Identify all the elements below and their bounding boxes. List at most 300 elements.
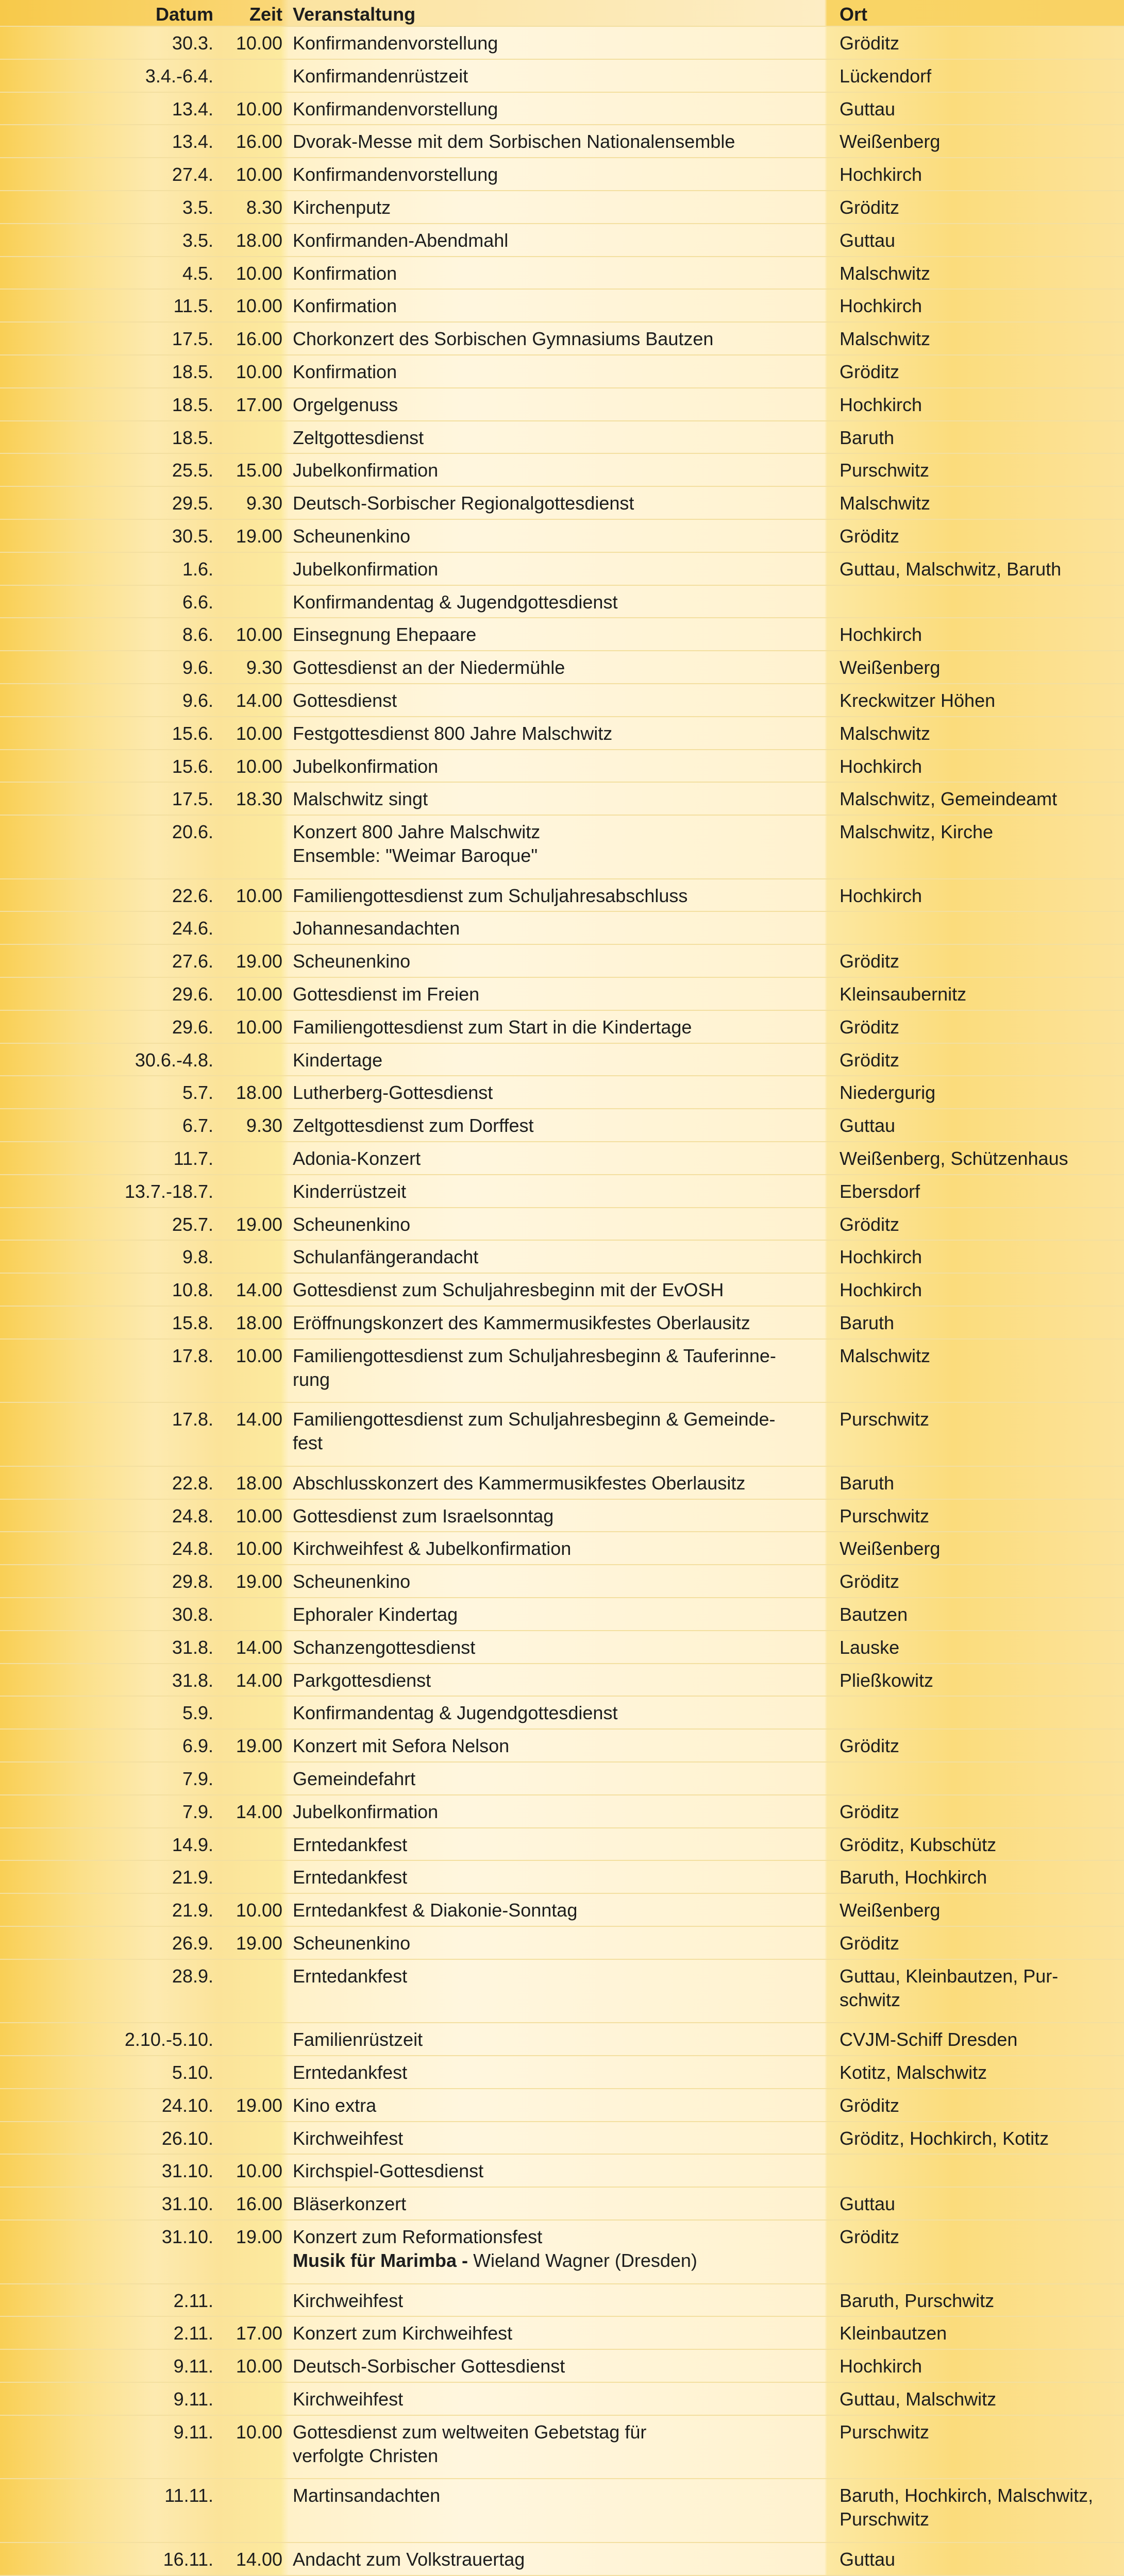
row-place — [826, 1307, 1124, 1338]
row-date-text: 27.6. — [172, 951, 213, 972]
row-date — [0, 978, 221, 1010]
row-place — [826, 2284, 1124, 2316]
row-date-text: 5.9. — [182, 1702, 213, 1724]
row-date — [0, 421, 221, 453]
row-place-text: Gröditz, Hochkirch, Kotitz — [840, 2127, 1049, 2149]
table-row — [0, 1664, 1124, 1697]
row-event-text: Familiengottesdienst zum Schuljahresbeginn & Tauferinne- — [293, 1345, 776, 1366]
row-time-text: 10.00 — [236, 98, 282, 120]
row-place — [826, 1403, 1124, 1466]
row-event-text: Scheunenkino — [293, 1571, 411, 1592]
row-time — [221, 1175, 282, 1207]
row-time — [221, 2284, 282, 2316]
table-row — [0, 945, 1124, 978]
table-row — [0, 750, 1124, 783]
row-place-text: Hochkirch — [840, 755, 922, 777]
row-place-text: Malschwitz — [840, 722, 931, 744]
row-date-text: 11.7. — [173, 1148, 213, 1169]
row-time-text: 19.00 — [236, 2094, 282, 2116]
row-time — [221, 158, 282, 190]
row-time — [221, 2155, 282, 2187]
row-time-text: 10.00 — [236, 624, 282, 646]
row-date — [0, 1500, 221, 1532]
row-date — [0, 1467, 221, 1499]
table-row — [0, 191, 1124, 224]
row-event-text: Einsegnung Ehepaare — [293, 624, 477, 646]
header-event: Veranstaltung — [293, 4, 416, 25]
row-time-text: 10.00 — [236, 722, 282, 744]
row-event — [282, 2416, 826, 2479]
row-time — [221, 290, 282, 321]
row-date — [0, 2221, 221, 2283]
row-event-text-2: Wieland Wagner (Dresden) — [473, 2250, 697, 2272]
row-time — [221, 1631, 282, 1663]
row-date — [0, 1532, 221, 1564]
row-event — [282, 2023, 826, 2055]
row-event — [282, 1927, 826, 1959]
row-place-text: Lauske — [840, 1636, 900, 1658]
row-event — [282, 750, 826, 782]
row-place-text: Malschwitz, Gemeindeamt — [840, 788, 1058, 810]
row-time — [221, 750, 282, 782]
row-event — [282, 454, 826, 486]
row-date-text: 30.6.-4.8. — [135, 1049, 213, 1071]
row-date-text: 1.6. — [182, 558, 213, 580]
row-event-text: Scheunenkino — [293, 525, 411, 547]
table-row — [0, 1565, 1124, 1598]
row-time — [221, 257, 282, 289]
table-row — [0, 224, 1124, 257]
row-event — [282, 1403, 826, 1466]
row-time — [221, 1927, 282, 1959]
row-time — [221, 2221, 282, 2283]
row-place — [826, 27, 1124, 59]
row-event-text: Erntedankfest — [293, 1834, 408, 1855]
row-date-text: 24.10. — [161, 2094, 213, 2116]
row-date-text: 17.5. — [172, 788, 213, 810]
table-row — [0, 1044, 1124, 1077]
row-time-text: 18.00 — [236, 1472, 282, 1494]
row-date-text: 9.11. — [173, 2388, 213, 2410]
row-event-text: Parkgottesdienst — [293, 1669, 431, 1691]
row-place-line2 — [840, 1988, 1124, 2012]
row-date-text: 14.9. — [172, 1834, 213, 1855]
table-row — [0, 651, 1124, 684]
row-event — [282, 421, 826, 453]
row-event-text: Gottesdienst — [293, 689, 397, 711]
row-time-text: 17.00 — [236, 394, 282, 415]
row-event-text: Erntedankfest — [293, 1867, 408, 1888]
table-header — [0, 0, 1124, 27]
row-place-text: Gröditz — [840, 1049, 900, 1071]
row-event — [282, 1664, 826, 1696]
header-place: Ort — [840, 4, 867, 25]
row-event — [282, 1307, 826, 1338]
row-event — [282, 816, 826, 878]
row-time — [221, 2188, 282, 2219]
row-time — [221, 1403, 282, 1466]
row-place-text: Gröditz — [840, 196, 900, 218]
row-date — [0, 1307, 221, 1338]
table-row — [0, 1861, 1124, 1894]
table-row — [0, 1927, 1124, 1960]
row-event — [282, 1828, 826, 1860]
table-row — [0, 1340, 1124, 1403]
row-place-text: Gröditz — [840, 1213, 900, 1235]
row-date — [0, 191, 221, 223]
row-place-text: Gröditz, Kubschütz — [840, 1834, 997, 1855]
row-time — [221, 125, 282, 157]
row-date-text: 13.7.-18.7. — [124, 1180, 213, 1202]
row-date-text: 6.6. — [182, 591, 213, 613]
row-date-text: 2.11. — [173, 2290, 213, 2311]
row-event-text: Kirchweihfest — [293, 2290, 404, 2311]
row-event-text: Deutsch-Sorbischer Gottesdienst — [293, 2355, 565, 2377]
table-row — [0, 2284, 1124, 2317]
row-event — [282, 1011, 826, 1043]
table-row — [0, 2543, 1124, 2576]
row-event-text: Festgottesdienst 800 Jahre Malschwitz — [293, 722, 613, 744]
row-date — [0, 2350, 221, 2382]
row-time — [221, 1960, 282, 2023]
row-place-text: Baruth — [840, 427, 895, 448]
row-time-text: 9.30 — [246, 493, 282, 514]
row-event — [282, 520, 826, 552]
row-event — [282, 487, 826, 519]
row-place — [826, 1861, 1124, 1893]
row-place-text: Ebersdorf — [840, 1180, 920, 1202]
table-row — [0, 2188, 1124, 2221]
row-event — [282, 1175, 826, 1207]
row-event-text: Familiengottesdienst zum Start in die Kindertage — [293, 1016, 692, 1038]
row-place-text: Kreckwitzer Höhen — [840, 689, 996, 711]
row-place-text: Weißenberg — [840, 657, 941, 679]
row-event-text-2: rung — [293, 1368, 330, 1390]
row-place — [826, 1532, 1124, 1564]
row-date — [0, 2543, 221, 2575]
table-row — [0, 684, 1124, 717]
row-event — [282, 2479, 826, 2542]
row-date-text: 11.5. — [173, 295, 213, 317]
row-place — [826, 945, 1124, 977]
row-date-text: 30.8. — [172, 1603, 213, 1625]
row-time-text: 10.00 — [236, 164, 282, 185]
row-event — [282, 651, 826, 683]
row-event-text: Malschwitz singt — [293, 788, 428, 810]
row-event-text: Konfirmation — [293, 262, 397, 284]
row-date — [0, 684, 221, 716]
row-date — [0, 1044, 221, 1076]
row-time-text: 18.00 — [236, 1312, 282, 1333]
row-event-text: Konzert mit Sefora Nelson — [293, 1735, 510, 1757]
header-date: Datum — [155, 4, 213, 25]
row-date — [0, 2155, 221, 2187]
row-time — [221, 323, 282, 354]
row-time-text: 18.30 — [236, 788, 282, 810]
row-place — [826, 553, 1124, 585]
row-date-text: 10.8. — [172, 1279, 213, 1301]
row-event-text: Familiengottesdienst zum Schuljahresbeginn & Gemeinde- — [293, 1409, 776, 1430]
row-time-text: 19.00 — [236, 525, 282, 547]
row-event — [282, 1340, 826, 1402]
row-place — [826, 224, 1124, 256]
row-place-text: Gröditz — [840, 951, 900, 972]
row-place-text: Lückendorf — [840, 65, 932, 87]
row-time-text: 14.00 — [236, 1409, 282, 1430]
row-event-text: Scheunenkino — [293, 951, 411, 972]
row-event-text: Jubelkonfirmation — [293, 755, 439, 777]
row-date-text: 27.4. — [172, 164, 213, 185]
row-place — [826, 1109, 1124, 1141]
row-date — [0, 717, 221, 749]
row-event — [282, 1631, 826, 1663]
table-row — [0, 1076, 1124, 1109]
row-event — [282, 1044, 826, 1076]
row-time — [221, 618, 282, 650]
row-place-text: Malschwitz — [840, 1345, 931, 1366]
row-event-text: Kirchweihfest & Jubelkonfirmation — [293, 1538, 572, 1560]
row-date — [0, 945, 221, 977]
row-event-text: Dvorak-Messe mit dem Sorbischen Nationalensemble — [293, 131, 735, 152]
row-time-text: 9.30 — [246, 1115, 282, 1137]
row-event — [282, 2188, 826, 2219]
row-date-text: 4.5. — [182, 262, 213, 284]
row-place — [826, 93, 1124, 125]
row-time-text: 9.30 — [246, 657, 282, 679]
row-time-text: 10.00 — [236, 361, 282, 382]
table-row — [0, 978, 1124, 1011]
row-event — [282, 355, 826, 387]
row-place — [826, 355, 1124, 387]
row-place — [826, 978, 1124, 1010]
table-row — [0, 2155, 1124, 2188]
row-event — [282, 618, 826, 650]
row-place-text: Guttau, Kleinbautzen, Pur- — [840, 1965, 1059, 1987]
table-row — [0, 1109, 1124, 1142]
row-time-text: 18.00 — [236, 229, 282, 251]
row-event-text-2: Ensemble: "Weimar Baroque" — [293, 845, 538, 867]
row-event — [282, 1532, 826, 1564]
table-row — [0, 1403, 1124, 1467]
row-time — [221, 1142, 282, 1174]
row-place — [826, 1762, 1124, 1794]
table-row — [0, 1532, 1124, 1565]
row-place-text: Gröditz — [840, 2094, 900, 2116]
row-time — [221, 520, 282, 552]
row-time-text: 10.00 — [236, 2160, 282, 2182]
row-event — [282, 158, 826, 190]
row-date-text: 29.5. — [172, 493, 213, 514]
row-event — [282, 1076, 826, 1108]
row-place — [826, 454, 1124, 486]
row-event-text: Zeltgottesdienst — [293, 427, 424, 448]
row-event-text: Konzert zum Reformationsfest — [293, 2226, 543, 2248]
row-place — [826, 1044, 1124, 1076]
row-event — [282, 2155, 826, 2187]
row-event-text: Familienrüstzeit — [293, 2029, 423, 2050]
row-time — [221, 191, 282, 223]
row-event — [282, 684, 826, 716]
row-date — [0, 1762, 221, 1794]
row-date — [0, 1142, 221, 1174]
row-place-text: Malschwitz — [840, 493, 931, 514]
table-row — [0, 27, 1124, 60]
row-time — [221, 1340, 282, 1402]
row-place — [826, 323, 1124, 354]
row-time-text: 10.00 — [236, 1345, 282, 1366]
row-event-text: Adonia-Konzert — [293, 1148, 421, 1169]
row-date-text: 31.10. — [161, 2193, 213, 2215]
row-date — [0, 93, 221, 125]
row-event — [282, 1861, 826, 1893]
row-event — [282, 2543, 826, 2575]
row-place-text: Hochkirch — [840, 295, 922, 317]
row-date — [0, 2122, 221, 2154]
row-time — [221, 2089, 282, 2121]
table-row — [0, 586, 1124, 619]
row-place — [826, 1795, 1124, 1827]
row-event — [282, 879, 826, 911]
row-date — [0, 1894, 221, 1926]
row-place — [826, 750, 1124, 782]
row-place-text: Baruth — [840, 1312, 895, 1333]
row-place-text: Baruth, Hochkirch — [840, 1867, 987, 1888]
row-event-text: Konfirmandenvorstellung — [293, 98, 498, 120]
row-place — [826, 290, 1124, 321]
table-row — [0, 1795, 1124, 1828]
table-row — [0, 1241, 1124, 1274]
row-place-text: Hochkirch — [840, 394, 922, 415]
row-event-text: Kirchenputz — [293, 196, 391, 218]
row-event-text: Gemeindefahrt — [293, 1768, 416, 1789]
row-event-text: Gottesdienst zum Schuljahresbeginn mit der EvOSH — [293, 1279, 724, 1301]
row-time — [221, 816, 282, 878]
row-place-text: Gröditz — [840, 2226, 900, 2248]
table-row — [0, 879, 1124, 912]
row-event-text: Jubelkonfirmation — [293, 460, 439, 481]
row-place-text: Baruth, Hochkirch, Malschwitz, — [840, 2485, 1094, 2506]
row-event — [282, 125, 826, 157]
row-date — [0, 586, 221, 618]
row-time-text: 14.00 — [236, 1801, 282, 1822]
row-place-text: Guttau — [840, 2548, 896, 2570]
row-date-text: 15.8. — [172, 1312, 213, 1333]
row-date — [0, 27, 221, 59]
row-date-text: 21.9. — [172, 1867, 213, 1888]
row-event-text: Konzert 800 Jahre Malschwitz — [293, 821, 541, 843]
row-time — [221, 454, 282, 486]
row-date — [0, 487, 221, 519]
row-place-line2 — [840, 2507, 1124, 2531]
table-row — [0, 2089, 1124, 2122]
row-time-text: 16.00 — [236, 328, 282, 350]
row-date — [0, 2023, 221, 2055]
row-date-text: 25.7. — [172, 1213, 213, 1235]
row-time-text: 10.00 — [236, 984, 282, 1005]
row-date — [0, 224, 221, 256]
table-row — [0, 158, 1124, 191]
row-place — [826, 2221, 1124, 2283]
row-place — [826, 2089, 1124, 2121]
row-date-text: 5.10. — [172, 2062, 213, 2083]
row-date-text: 11.11. — [164, 2485, 213, 2506]
row-event — [282, 1109, 826, 1141]
row-place — [826, 1730, 1124, 1761]
row-place-text: Pließkowitz — [840, 1669, 934, 1691]
row-event — [282, 1565, 826, 1597]
row-date — [0, 1109, 221, 1141]
row-place-text: Purschwitz — [840, 2421, 930, 2443]
row-event — [282, 1960, 826, 2023]
row-place — [826, 1894, 1124, 1926]
row-event — [282, 2056, 826, 2088]
row-event — [282, 224, 826, 256]
table-row — [0, 2416, 1124, 2480]
row-event-text: Kirchspiel-Gottesdienst — [293, 2160, 484, 2182]
table-row — [0, 355, 1124, 388]
table-row — [0, 1598, 1124, 1631]
row-event — [282, 27, 826, 59]
row-place-text: Niedergurig — [840, 1082, 936, 1104]
row-date-text: 18.5. — [172, 427, 213, 448]
row-date-text: 9.11. — [173, 2421, 213, 2443]
row-event-text: Orgelgenuss — [293, 394, 398, 415]
header-time: Zeit — [249, 4, 282, 25]
table-row — [0, 1175, 1124, 1208]
row-place — [826, 2155, 1124, 2187]
row-event-text: Bläserkonzert — [293, 2193, 407, 2215]
row-place-text: Hochkirch — [840, 1246, 922, 1268]
row-date — [0, 60, 221, 92]
row-event — [282, 93, 826, 125]
row-place-text: Malschwitz — [840, 262, 931, 284]
table-row — [0, 2317, 1124, 2350]
row-time — [221, 355, 282, 387]
row-date-text: 24.8. — [172, 1505, 213, 1527]
table-row — [0, 1762, 1124, 1795]
row-date-text: 31.10. — [161, 2226, 213, 2248]
row-place-text: Gröditz — [840, 1571, 900, 1592]
row-date — [0, 1241, 221, 1273]
row-time — [221, 2350, 282, 2382]
row-event — [282, 978, 826, 1010]
row-date-text: 7.9. — [182, 1801, 213, 1822]
row-date — [0, 1274, 221, 1306]
row-place-text: Gröditz — [840, 32, 900, 54]
row-event — [282, 1730, 826, 1761]
row-date-text: 6.7. — [182, 1115, 213, 1137]
row-place-text: Purschwitz — [840, 460, 930, 481]
row-event — [282, 1142, 826, 1174]
row-time-text: 15.00 — [236, 460, 282, 481]
row-place — [826, 1467, 1124, 1499]
row-time — [221, 586, 282, 618]
row-time — [221, 2416, 282, 2479]
row-place-text: Guttau, Malschwitz — [840, 2388, 997, 2410]
row-place — [826, 60, 1124, 92]
row-event-text: Konfirmandenvorstellung — [293, 32, 498, 54]
row-place-text: Gröditz — [840, 1932, 900, 1954]
row-event-bold-text: Musik für Marimba - — [293, 2250, 474, 2272]
row-event — [282, 1795, 826, 1827]
row-event — [282, 257, 826, 289]
row-date-text: 7.9. — [182, 1768, 213, 1789]
row-event-text: Konfirmandentag & Jugendgottesdienst — [293, 591, 618, 613]
row-time — [221, 1730, 282, 1761]
row-event — [282, 1274, 826, 1306]
row-date — [0, 879, 221, 911]
row-time — [221, 1467, 282, 1499]
